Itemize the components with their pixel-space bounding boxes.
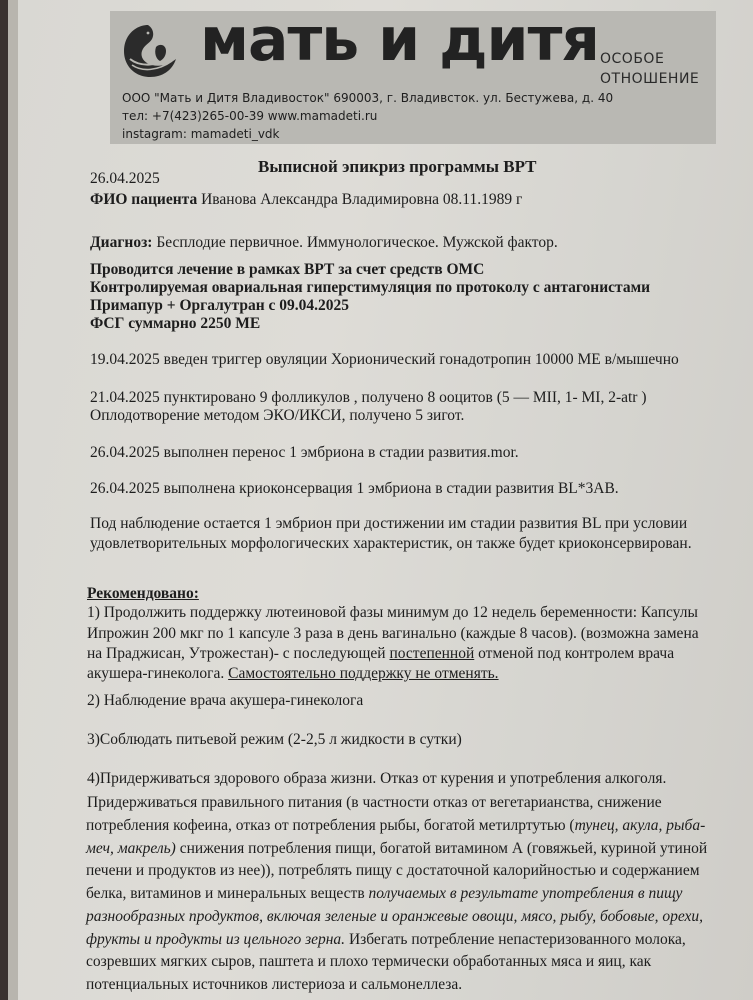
patient-value: Иванова Александра Владимировна 08.11.1989 г — [201, 191, 523, 208]
mother-and-child-bird-icon — [118, 21, 180, 81]
event-line: Под наблюдение остается 1 эмбрион при достижении им стадии развития BL при условии — [90, 515, 688, 532]
event-line: 26.04.2025 выполнена криоконсервация 1 эмбриона в стадии развития BL*3AB. — [90, 480, 619, 497]
rec-4-line: разнообразных продуктов, включая зеленые и оранжевые овощи, мясо, рыбу, бобовые, орехи, — [86, 908, 704, 925]
rec-4-italic: меч, макрель) — [86, 840, 176, 857]
rec-4-italic: получаемых в результате употребления в пищу — [368, 885, 683, 902]
rec-4-text: Избегать потребление непастеризованного молока, — [345, 931, 686, 948]
document-title: Выписной эпикриз программы ВРТ — [258, 157, 537, 176]
treatment-line: Примапур + Оргалутран с 09.04.2025 — [90, 297, 350, 314]
tagline-line-1: ОСОБОЕ — [600, 51, 665, 67]
rec-4-line — [86, 840, 707, 858]
rec-4-line — [86, 885, 682, 903]
patient-label: ФИО пациента — [90, 191, 198, 208]
recommended-heading: Рекомендовано: — [87, 585, 199, 602]
diagnosis-value: Бесплодие первичное. Иммунологическое. Мужской фактор. — [156, 234, 558, 251]
rec-2-line: 2) Наблюдение врача акушера-гинеколога — [87, 692, 364, 709]
patient-row — [90, 191, 522, 209]
rec-4-italic: тунец, акула, рыба- — [574, 817, 706, 834]
diagnosis-row — [90, 234, 558, 252]
rec-4-line — [86, 817, 705, 835]
background-edge — [0, 0, 8, 1000]
document-date: 26.04.2025 — [90, 170, 160, 187]
rec-1-text: акушера-гинеколога. — [87, 665, 229, 682]
rec-4-text: потребления кофеина, отказ от потребления рыбы, богатой метилртутью ( — [86, 817, 575, 834]
rec-3-line: 3)Соблюдать питьевой режим (2-2,5 л жидкости в сутки) — [87, 731, 462, 748]
rec-1-underlined: постепенной — [389, 645, 475, 662]
rec-4-line: печени и продуктов из нее)), потреблять пищу с достаточной калорийностью и содержанием — [86, 862, 700, 879]
contact-info: тел: +7(423)265-00-39 www.mamadeti.ru — [122, 109, 378, 123]
rec-4-line: Придерживаться правильного питания (в частности отказ от вегетарианства, снижение — [87, 794, 662, 811]
brand-tagline — [600, 49, 699, 89]
treatment-line: Контролируемая овариальная гиперстимуляция по протоколу с антагонистами — [90, 279, 651, 296]
event-line: 26.04.2025 выполнен перенос 1 эмбриона в стадии развития.mor. — [90, 444, 519, 461]
rec-1-text: на Праджисан, Утрожестан)- с последующей — [87, 645, 390, 662]
rec-1-line: 1) Продолжить поддержку лютеиновой фазы минимум до 12 недель беременности: Капсулы — [87, 604, 698, 621]
rec-4-line — [86, 931, 686, 949]
event-line: удовлетворительных морфологических характеристик, он также будет криоконсервирован. — [90, 535, 692, 552]
treatment-line: ФСГ суммарно 2250 МЕ — [90, 315, 261, 332]
event-line: Оплодотворение методом ЭКО/ИКСИ, получено 5 зигот. — [90, 407, 465, 424]
rec-4-line: потенциальных источников листериоза и сальмонеллеза. — [86, 976, 463, 993]
org-address: ООО "Мать и Дитя Владивосток" 690003, г. Владивсток. ул. Бестужева, д. 40 — [122, 91, 614, 105]
event-line: 21.04.2025 пунктировано 9 фолликулов , получено 8 ооцитов (5 — MII, 1- MI, 2-atr ) — [90, 389, 647, 406]
rec-1-line — [87, 665, 499, 683]
rec-4-italic: фрукты и продукты из цельного зерна. — [86, 931, 346, 948]
diagnosis-label: Диагноз: — [90, 234, 153, 251]
event-line: 19.04.2025 введен триггер овуляции Хорионический гонадотропин 10000 МЕ в/мышечно — [90, 351, 679, 368]
rec-4-line: 4)Придерживаться здорового образа жизни. Отказ от курения и употребления алкоголя. — [87, 770, 667, 787]
instagram-handle: instagram: mamadeti_vdk — [122, 127, 280, 141]
treatment-line: Проводится лечение в рамках ВРТ за счет средств ОМС — [90, 261, 485, 278]
rec-4-text: белка, витаминов и минеральных веществ — [86, 885, 369, 902]
brand-name: мать и дитя — [200, 5, 599, 75]
rec-1-underlined: Самостоятельно поддержку не отменять. — [228, 665, 499, 682]
letterhead — [110, 5, 716, 144]
rec-1-line — [87, 645, 674, 663]
rec-4-line: созревших мягких сыров, паштета и плохо термически обработанных мяса и яиц, как — [86, 953, 652, 970]
rec-1-text: отменой под контролем врача — [474, 645, 675, 662]
tagline-line-2: ОТНОШЕНИЕ — [600, 71, 700, 87]
rec-4-text: снижения потребления пищи, богатой витамином А (говяжьей, куриной утиной — [175, 840, 708, 857]
rec-1-line: Ипрожин 200 мкг по 1 капсуле 3 раза в день вагинально (каждые 8 часов). (возможна замена — [87, 625, 699, 642]
